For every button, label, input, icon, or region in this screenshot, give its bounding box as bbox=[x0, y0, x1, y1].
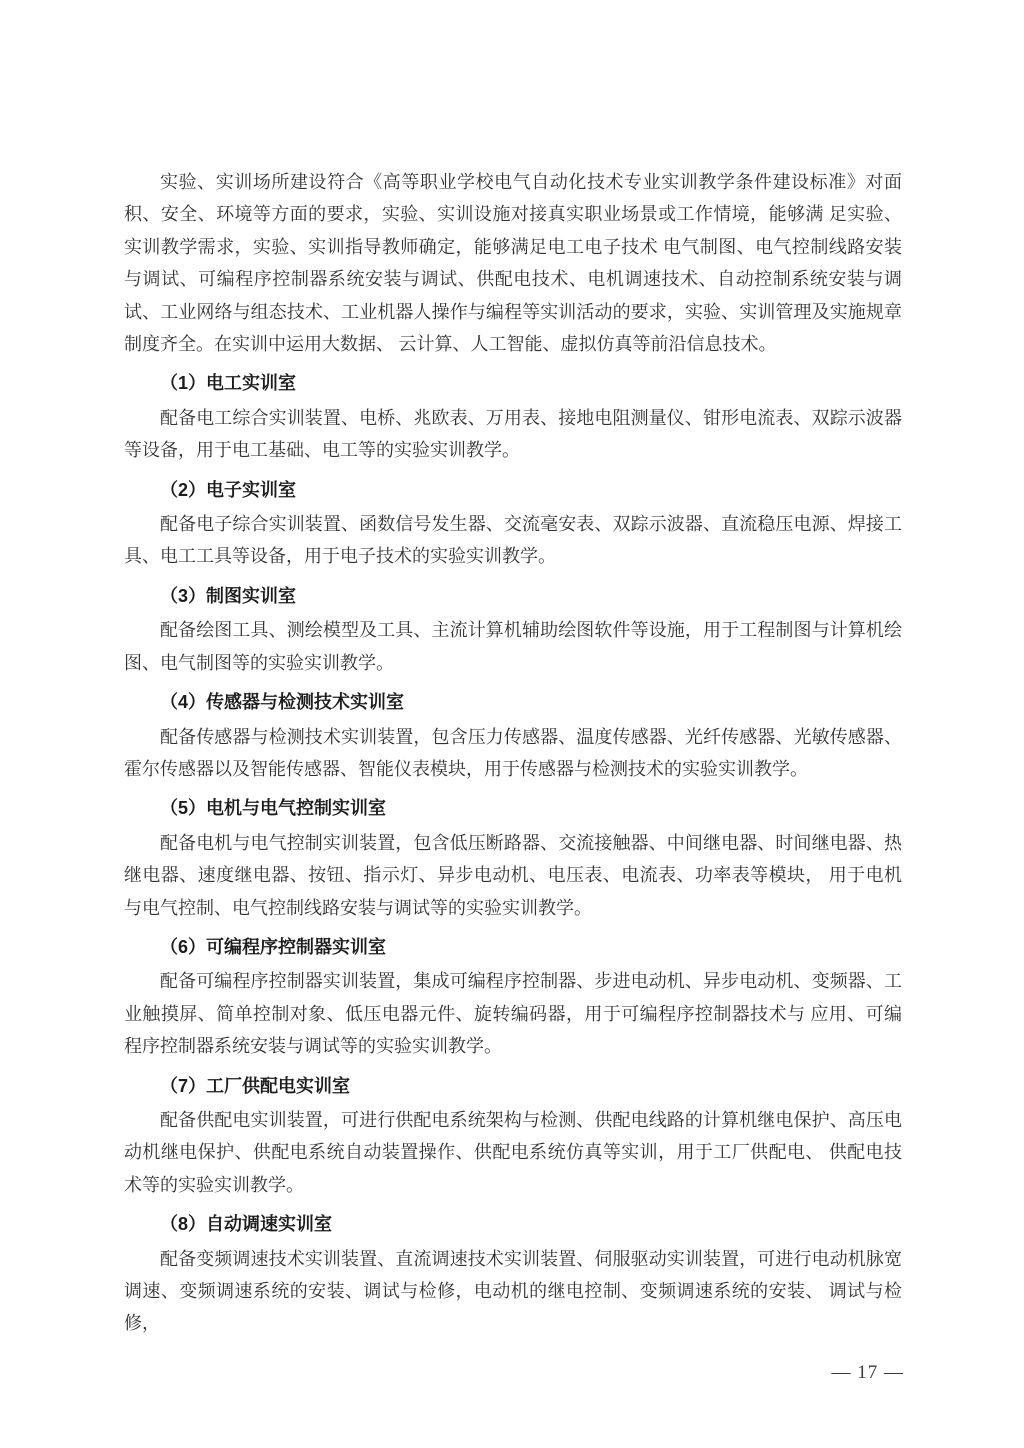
section-5-body: 配备电机与电气控制实训装置，包含低压断路器、交流接触器、中间继电器、时间继电器、热继电器、速度继电器、按钮、指示灯、异步电动机、电压表、电流表、功率表等模块， 用于电机与电气控制、电气控制线路安装与调试等的实验实训教学。 bbox=[124, 832, 902, 918]
section-4-body: 配备传感器与检测技术实训装置，包含压力传感器、温度传感器、光纤传感器、光敏传感器、霍尔传感器以及智能传感器、智能仪表模块，用于传感器与检测技术的实验实训教学。 bbox=[124, 726, 902, 779]
document-body bbox=[124, 166, 902, 1340]
section-8-heading: （8）自动调速实训室 bbox=[160, 1214, 333, 1235]
section-5-heading: （5）电机与电气控制实训室 bbox=[160, 798, 387, 819]
section-2-heading: （2）电子实训室 bbox=[160, 479, 297, 500]
section-1-heading: （1）电工实训室 bbox=[160, 373, 297, 394]
page-number: — 17 — bbox=[831, 1362, 904, 1383]
section-1-body: 配备电工综合实训装置、电桥、兆欧表、万用表、接地电阻测量仪、钳形电流表、双踪示波器等设备，用于电工基础、电工等的实验实训教学。 bbox=[124, 407, 902, 461]
section-2-body: 配备电子综合实训装置、函数信号发生器、交流毫安表、双踪示波器、直流稳压电源、焊接工具、电工工具等设备，用于电子技术的实验实训教学。 bbox=[124, 514, 902, 567]
section-8-body: 配备变频调速技术实训装置、直流调速技术实训装置、伺服驱动实训装置，可进行电动机脉宽调速、变频调速系统的安装、调试与检修，电动机的继电控制、变频调速系统的安装、 调试与检修， bbox=[124, 1248, 902, 1334]
section-3-body: 配备绘图工具、测绘模型及工具、主流计算机辅助绘图软件等设施，用于工程制图与计算机绘图、电气制图等的实验实训教学。 bbox=[124, 620, 902, 673]
section-6-body: 配备可编程序控制器实训装置，集成可编程序控制器、步进电动机、异步电动机、变频器、工业触摸屏、简单控制对象、低压电器元件、旋转编码器，用于可编程序控制器技术与 应用、可编程序控制器系统安装与调试等的实验实训教学。 bbox=[124, 971, 902, 1057]
section-4-heading: （4）传感器与检测技术实训室 bbox=[160, 692, 405, 713]
section-7-body: 配备供配电实训装置，可进行供配电系统架构与检测、供配电线路的计算机继电保护、高压电动机继电保护、供配电系统自动装置操作、供配电系统仿真等实训，用于工厂供配电、 供配电技术等的实验实训教学。 bbox=[124, 1109, 902, 1195]
section-3-heading: （3）制图实训室 bbox=[160, 585, 297, 606]
section-7-heading: （7）工厂供配电实训室 bbox=[160, 1075, 351, 1096]
section-6-heading: （6）可编程序控制器实训室 bbox=[160, 936, 387, 957]
intro-paragraph: 实验、实训场所建设符合《高等职业学校电气自动化技术专业实训教学条件建设标准》对面积、安全、环境等方面的要求，实验、实训设施对接真实职业场景或工作情境，能够满 足实验、实训教学需求，实验、实训指导教师确定，能够满足电工电子技术 电气制图、电气控制线路安装与调试、可编程序控制器系统安装与调试、供配电技术、电机调速技术、自动控制系统安装与调试、工业网络与组态技术、工业机器人操作与编程等实训活动的要求，实验、实训管理及实施规章制度齐全。在实训中运用大数据、 云计算、人工智能、虚拟仿真等前沿信息技术。 bbox=[124, 172, 902, 355]
